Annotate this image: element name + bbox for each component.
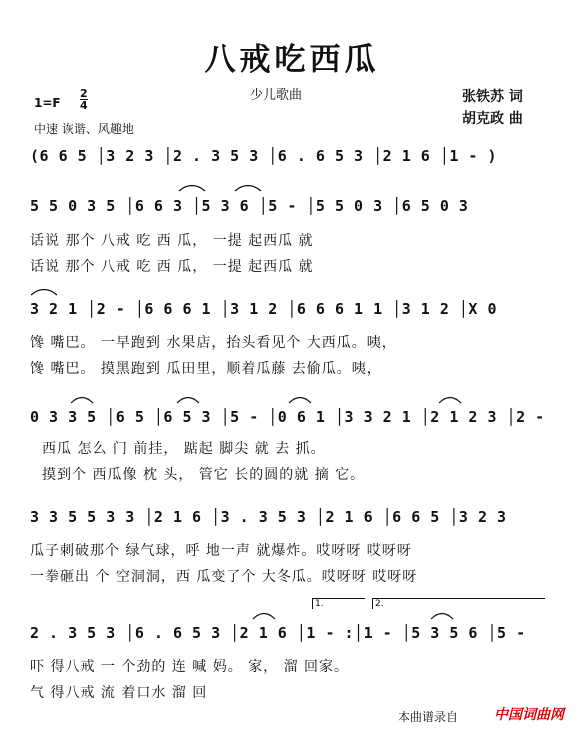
volta-1: 1.: [312, 598, 365, 609]
row-0-notes: (6 6 5 │3 2 3 │2 . 3 5 3 │6 . 6 5 3 │2 1 6 │1 - ): [30, 147, 498, 165]
time-signature: [80, 88, 88, 111]
composer-credit: 胡克政 曲: [462, 111, 523, 127]
slur: [234, 182, 262, 192]
row-4-lyrics-2: 一拳砸出 个 空洞洞，西 瓜变了个 大冬瓜。哎呀呀 哎呀呀: [30, 569, 418, 585]
volta-2: 2.: [372, 598, 545, 609]
time-signature-top: 2: [80, 87, 88, 100]
slur: [430, 610, 454, 620]
row-1-lyrics-1: 话说 那个 八戒 吃 西 瓜， 一提 起西瓜 就: [30, 233, 314, 249]
row-5-lyrics-2: 气 得八戒 流 着口水 溜 回: [30, 685, 208, 701]
row-3-lyrics-2: 摸到个 西瓜像 枕 头， 管它 长的圆的就 摘 它。: [42, 467, 366, 483]
row-4-notes: 3 3 5 5 3 3 │2 1 6 │3 . 3 5 3 │2 1 6 │6 6 5 │3 2 3: [30, 508, 507, 526]
row-3-lyrics-1: 西瓜 怎么 门 前挂， 踮起 脚尖 就 去 抓。: [42, 441, 326, 457]
page-title: 八戒吃西瓜: [204, 42, 380, 78]
slur: [252, 610, 276, 620]
row-4-lyrics-1: 瓜子刺破那个 绿气球，呼 地一声 就爆炸。哎呀呀 哎呀呀: [30, 543, 412, 559]
row-1-notes: 5 5 0 3 5 │6 6 3 │5 3 6 │5 - │5 5 0 3 │6 5 0 3: [30, 197, 469, 215]
slur: [30, 286, 58, 296]
row-2-lyrics-1: 馋 嘴巴。 一早跑到 水果店，抬头看见个 大西瓜。咦，: [30, 335, 397, 351]
lyricist-credit: 张铁苏 词: [462, 89, 523, 105]
slur: [438, 394, 462, 404]
key-signature: 1=F: [34, 96, 61, 110]
row-5-lyrics-1: 吓 得八戒 一 个劲的 连 喊 妈。 家， 溜 回家。: [30, 659, 350, 675]
slur: [288, 394, 312, 404]
time-signature-bottom: 4: [80, 99, 88, 112]
subtitle: 少儿歌曲: [250, 88, 303, 103]
slur: [70, 394, 94, 404]
row-2-notes: 3 2 1 │2 - │6 6 6 1 │3 1 2 │6 6 6 1 1 │3 1 2 │X 0: [30, 300, 498, 318]
row-1-lyrics-2: 话说 那个 八戒 吃 西 瓜， 一提 起西瓜 就: [30, 259, 314, 275]
tempo-marking: 中速 诙谐、风趣地: [34, 122, 134, 136]
slur: [176, 394, 200, 404]
row-5-notes: 2 . 3 5 3 │6 . 6 5 3 │2 1 6 │1 - :│1 - │5 3 5 6 │5 -: [30, 624, 526, 642]
row-3-notes: 0 3 3 5 │6 5 │6 5 3 │5 - │0 6 1 │3 3 2 1 │2 1 2 3 │2 -: [30, 408, 545, 426]
source-label: 本曲谱录自: [398, 710, 459, 724]
row-2-lyrics-2: 馋 嘴巴。 摸黑跑到 瓜田里，顺着瓜藤 去偷瓜。咦，: [30, 361, 382, 377]
slur: [178, 182, 206, 192]
site-watermark[interactable]: 中国词曲网: [494, 707, 564, 723]
